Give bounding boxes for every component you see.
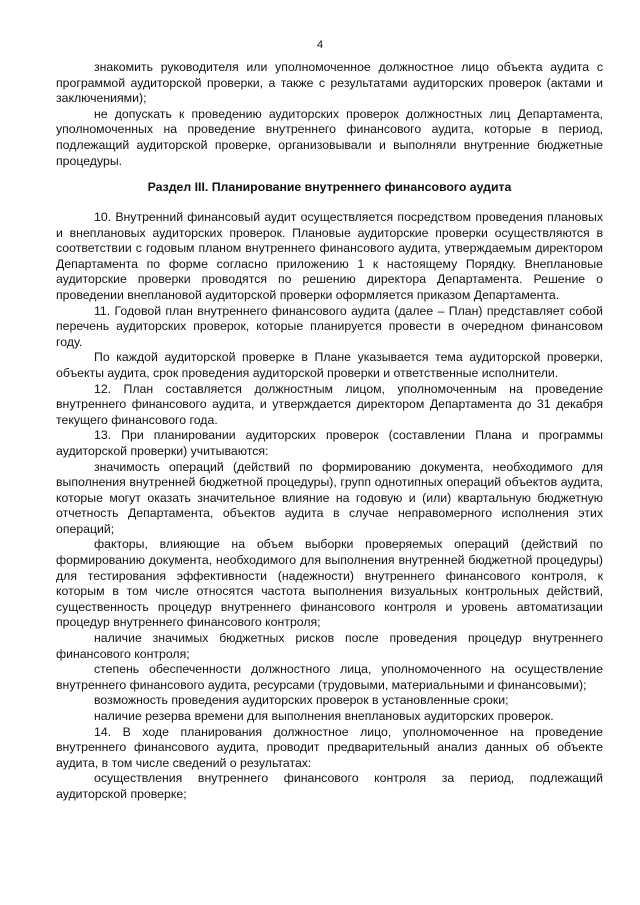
paragraph: знакомить руководителя или уполномоченное должностное лицо объекта аудита с программой аудиторской проверки, а также с результатами аудиторских проверок (актами и заключениями); xyxy=(56,60,603,106)
paragraph: возможность проведения аудиторских проверок в установленные сроки; xyxy=(94,693,509,708)
paragraph: значимость операций (действий по формированию документа, необходимого для выполнения внутренней бюджетной процедуры), групп однотипных операций объектов аудита, которые могут оказать значительное влияние на годовую и (или) квартальную бюджетную отчетность Департамента, объектов аудита в случае неправомерного исполнения этих операций; xyxy=(56,459,603,536)
paragraph: степень обеспеченности должностного лица, уполномоченного на осуществление внутреннего финансового аудита, ресурсами (трудовыми, материальными и финансовыми); xyxy=(56,662,603,692)
page-number: 4 xyxy=(316,39,324,51)
paragraph: факторы, влияющие на объем выборки проверяемых операций (действий по формированию документа, необходимого для выполнения внутренней бюджетной процедуры) для тестирования эффективности (надежности) внутреннего финансового контроля, к которым в том числе относятся частота выполнения визуальных контрольных действий, существенность процедур внутреннего финансового контроля и уровень автоматизации процедур внутреннего финансового контроля; xyxy=(56,537,603,630)
paragraph: По каждой аудиторской проверке в Плане указывается тема аудиторской проверки, объекты аудита, срок проведения аудиторской проверки и ответственные исполнители. xyxy=(56,350,603,380)
paragraph: 11. Годовой план внутреннего финансового аудита (далее – План) представляет собой перечень аудиторских проверок, которые планируется провести в очередном финансовом году. xyxy=(56,303,603,349)
paragraph: не допускать к проведению аудиторских проверок должностных лиц Департамента, уполномоченных на проведение внутреннего финансового аудита, которые в период, подлежащий аудиторской проверке, организовывали и выполняли внутренние бюджетные процедуры. xyxy=(56,106,603,168)
paragraph: наличие резерва времени для выполнения внеплановых аудиторских проверок. xyxy=(94,709,554,723)
paragraph: 14. В ходе планирования должностное лицо, уполномоченное на проведение внутреннего финансового аудита, проводит предварительный анализ данных об объекте аудита, в том числе сведений о результатах: xyxy=(56,724,603,770)
section-heading: Раздел III. Планирование внутреннего финансового аудита xyxy=(147,180,512,194)
paragraph: наличие значимых бюджетных рисков после проведения процедур внутреннего финансового контроля; xyxy=(56,631,603,661)
paragraph: 13. При планировании аудиторских проверок (составлении Плана и программы аудиторской проверки) учитываются: xyxy=(56,428,603,458)
paragraph: осуществления внутреннего финансового контроля за период, подлежащий аудиторской проверке; xyxy=(56,771,603,801)
paragraph: 12. План составляется должностным лицом, уполномоченным на проведение внутреннего финансового аудита, и утверждается директором Департамента до 31 декабря текущего финансового года. xyxy=(56,381,603,427)
section-body xyxy=(56,210,603,803)
paragraph: 10. Внутренний финансовый аудит осуществляется посредством проведения плановых и внеплановых аудиторских проверок. Плановые аудиторские проверки осуществляются в соответствии с годовым планом внутреннего финансового аудита, утверждаемым директором Департамента по форме согласно приложению 1 к настоящему Порядку. Внеплановые аудиторские проверки проводятся по решению директора Департамента. Решение о проведении внеплановой аудиторской проверки оформляется приказом Департамента. xyxy=(56,210,603,302)
intro-text xyxy=(56,60,603,169)
